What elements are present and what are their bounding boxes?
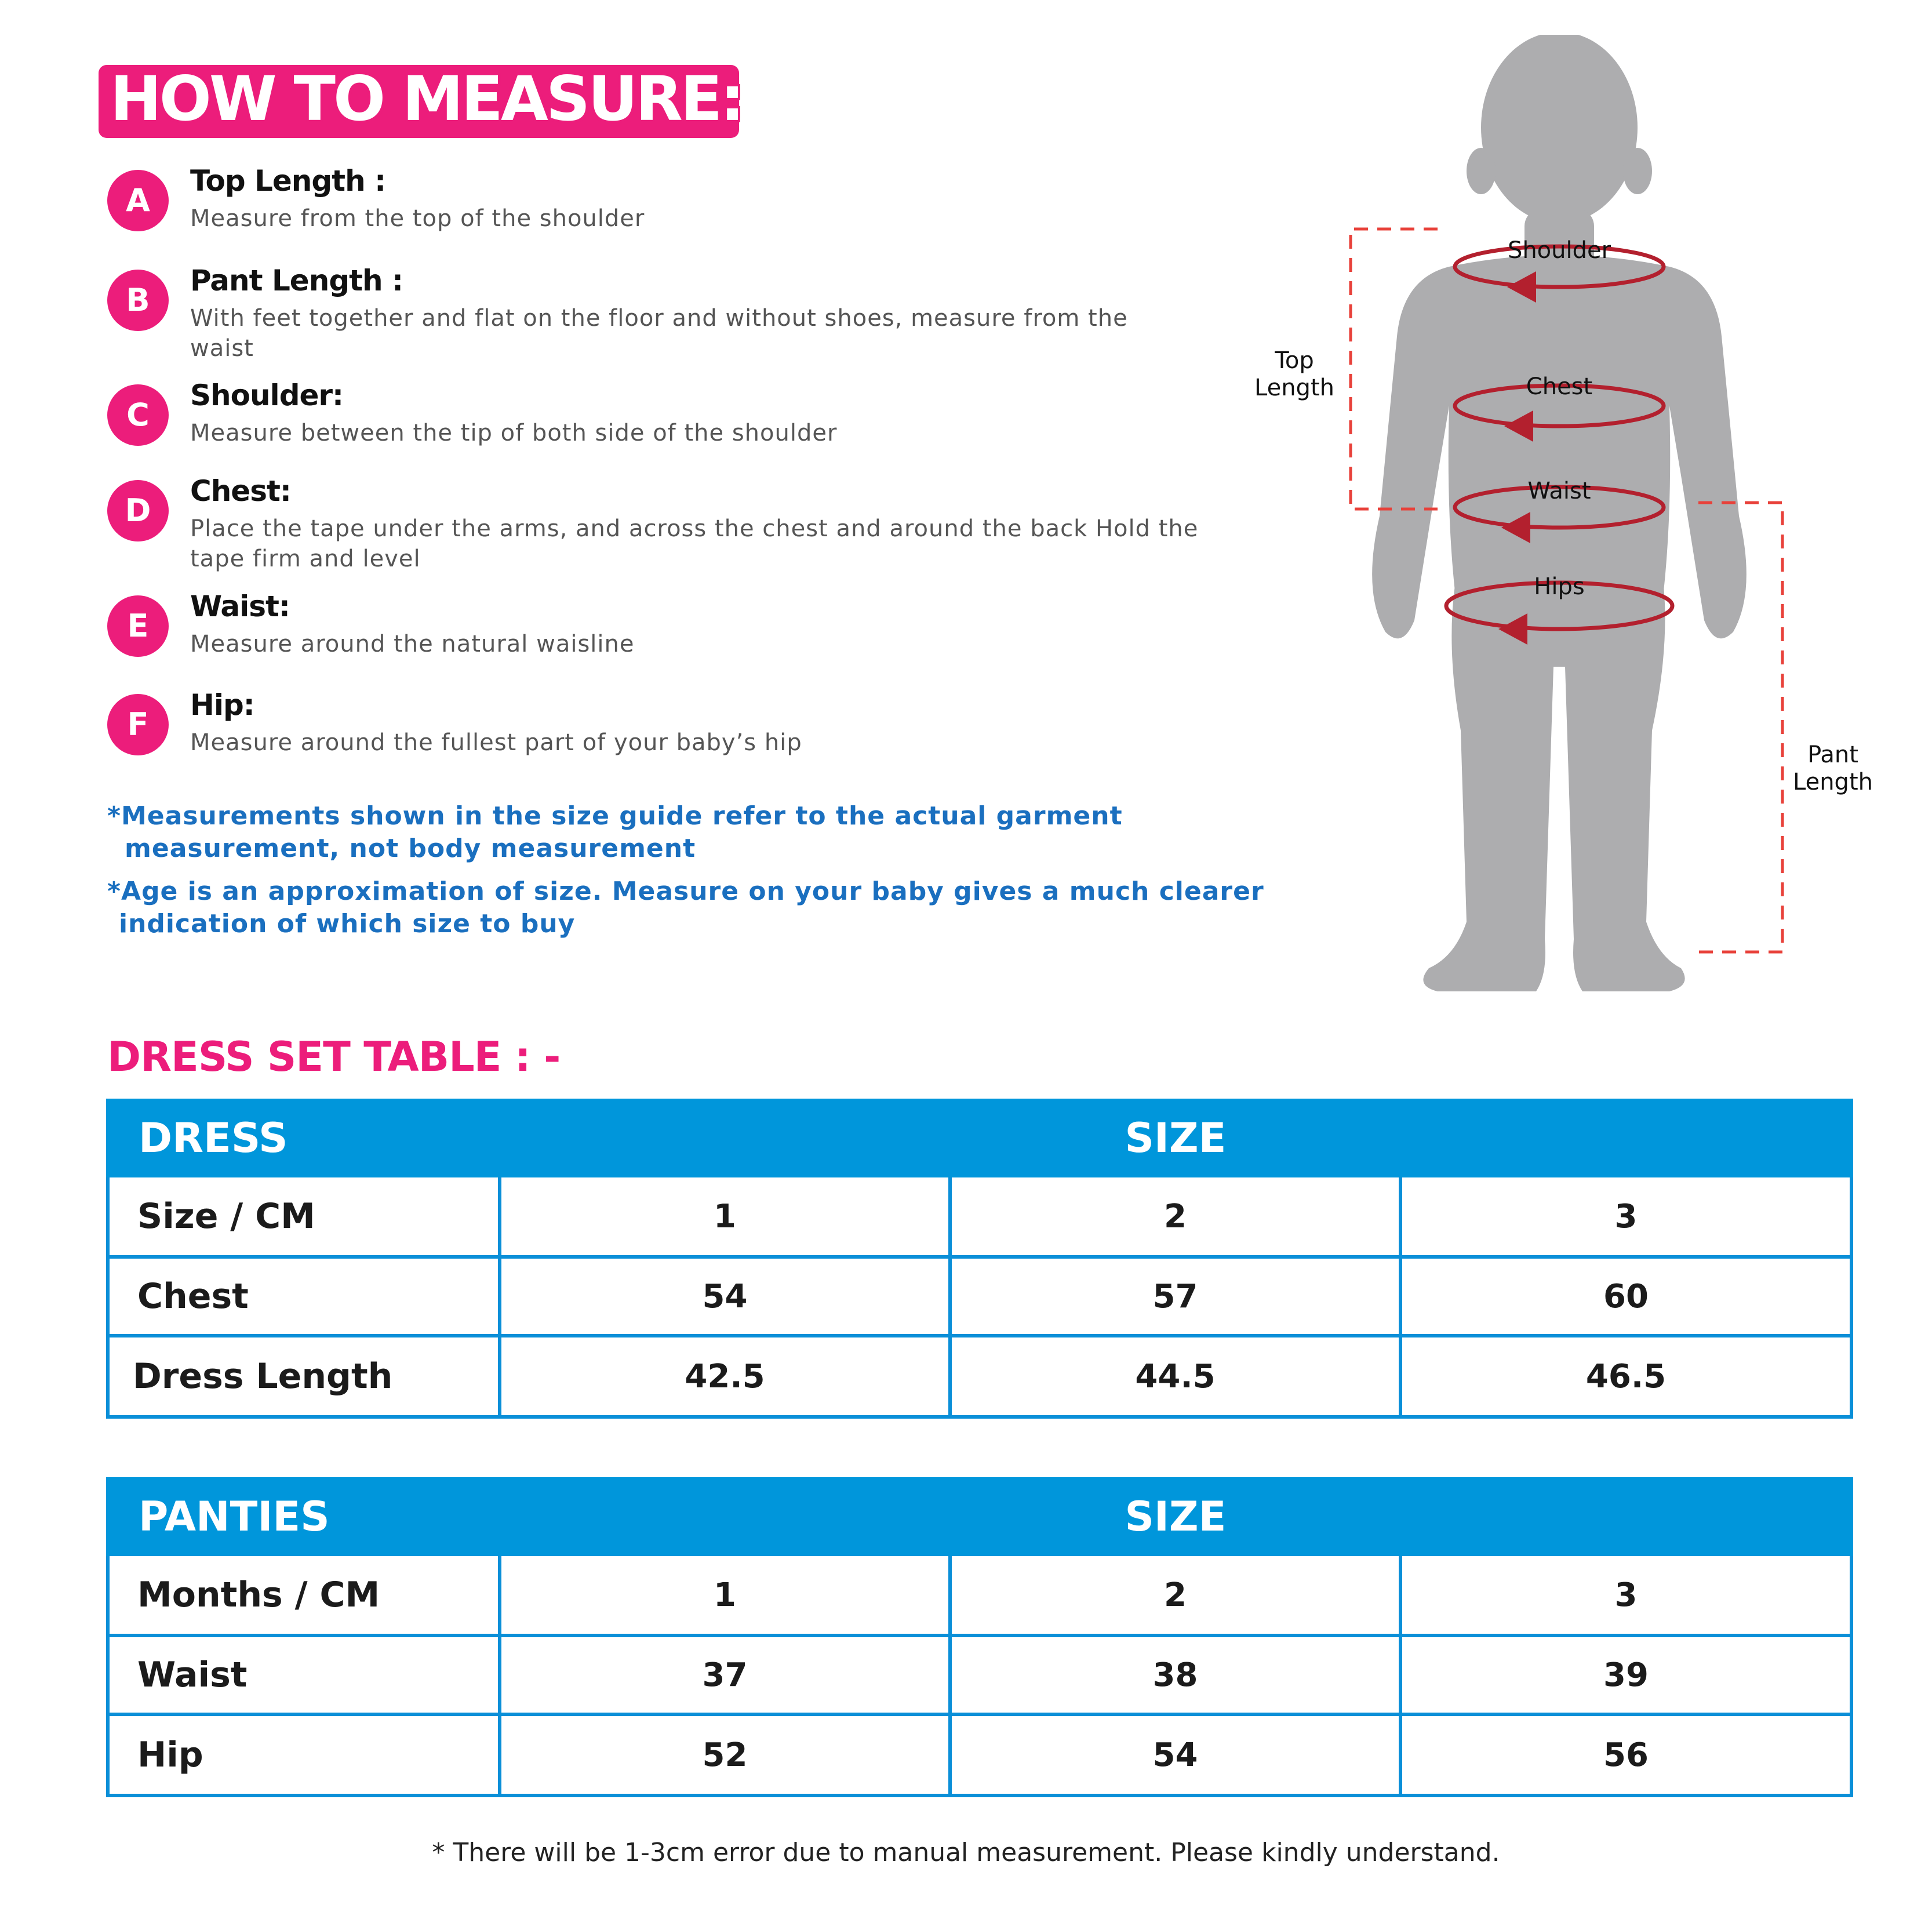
table-row [108,1336,1851,1417]
badge-d: D [107,480,169,541]
cell-value: 38 [950,1635,1400,1714]
label-pant-length-2: Length [1793,769,1873,795]
label-hips: Hips [1534,573,1585,600]
note-age-approximation [107,875,1264,940]
badge-b: B [107,270,169,331]
cell-value: 2 [950,1176,1400,1257]
cell-value: 1 [500,1554,950,1635]
table-row [108,1635,1851,1714]
note-line: measurement, not body measurement [125,834,696,863]
section-title: DRESS SET TABLE : - [107,1033,561,1081]
cell-value: 3 [1400,1176,1851,1257]
badge-a: A [107,170,169,231]
page-title: HOW TO MEASURE: [110,63,743,135]
cell-value: 54 [500,1257,950,1336]
cell-value: 54 [950,1714,1400,1795]
row-label: Dress Length [108,1336,500,1417]
cell-value: 44.5 [950,1336,1400,1417]
cell-value: 60 [1400,1257,1851,1336]
label-waist: Waist [1527,478,1591,504]
cell-value: 37 [500,1635,950,1714]
cell-value: 57 [950,1257,1400,1336]
table-row [108,1176,1851,1257]
dress-size-table [106,1099,1853,1419]
row-label: Months / CM [108,1554,500,1635]
item-heading: Hip: [190,688,254,722]
item-heading: Pant Length : [190,264,403,297]
cell-value: 3 [1400,1554,1851,1635]
cell-value: 39 [1400,1635,1851,1714]
badge-c: C [107,384,169,446]
header-panties: PANTIES [108,1479,500,1554]
label-top-length-2: Length [1254,375,1334,401]
badge-f: F [107,694,169,755]
cell-value: 1 [500,1176,950,1257]
item-heading: Top Length : [190,164,386,198]
row-label: Waist [108,1635,500,1714]
table-row [108,1554,1851,1635]
header-size: SIZE [500,1100,1851,1176]
cell-value: 46.5 [1400,1336,1851,1417]
label-top-length-1: Top [1275,347,1314,374]
cell-value: 2 [950,1554,1400,1635]
note-garment-measurement [107,800,1123,865]
row-label: Chest [108,1257,500,1336]
item-heading: Chest: [190,474,291,508]
badge-e: E [107,595,169,657]
item-description: Measure between the tip of both side of the shoulder [190,420,838,446]
table-row [108,1257,1851,1336]
cell-value: 56 [1400,1714,1851,1795]
item-heading: Waist: [190,590,290,623]
item-description: Measure from the top of the shoulder [190,205,645,232]
item-description: Measure around the fullest part of your baby’s hip [190,729,802,756]
label-shoulder: Shoulder [1507,237,1611,264]
header-dress: DRESS [108,1100,500,1176]
cell-value: 42.5 [500,1336,950,1417]
item-description: With feet together and flat on the floor and without shoes, measure from the waist [190,305,1128,362]
item-description: Place the tape under the arms, and across the chest and around the back Hold the tape firm and level [190,515,1199,572]
footer-disclaimer: * There will be 1-3cm error due to manual measurement. Please kindly understand. [432,1838,1500,1867]
table-header-row [108,1100,1851,1176]
note-line: *Measurements shown in the size guide refer to the actual garment [107,801,1123,831]
panties-size-table [106,1477,1853,1797]
item-description: Measure around the natural waisline [190,631,635,657]
item-heading: Shoulder: [190,379,344,412]
body-measurement-diagram [1159,35,1913,1009]
header-size: SIZE [500,1479,1851,1554]
note-line: indication of which size to buy [119,909,576,939]
label-chest: Chest [1526,373,1593,400]
table-header-row [108,1479,1851,1554]
cell-value: 52 [500,1714,950,1795]
label-pant-length-1: Pant [1807,742,1858,768]
table-row [108,1714,1851,1795]
row-label: Size / CM [108,1176,500,1257]
row-label: Hip [108,1714,500,1795]
note-line: *Age is an approximation of size. Measure on your baby gives a much clearer [107,877,1264,906]
child-silhouette [1372,35,1747,991]
